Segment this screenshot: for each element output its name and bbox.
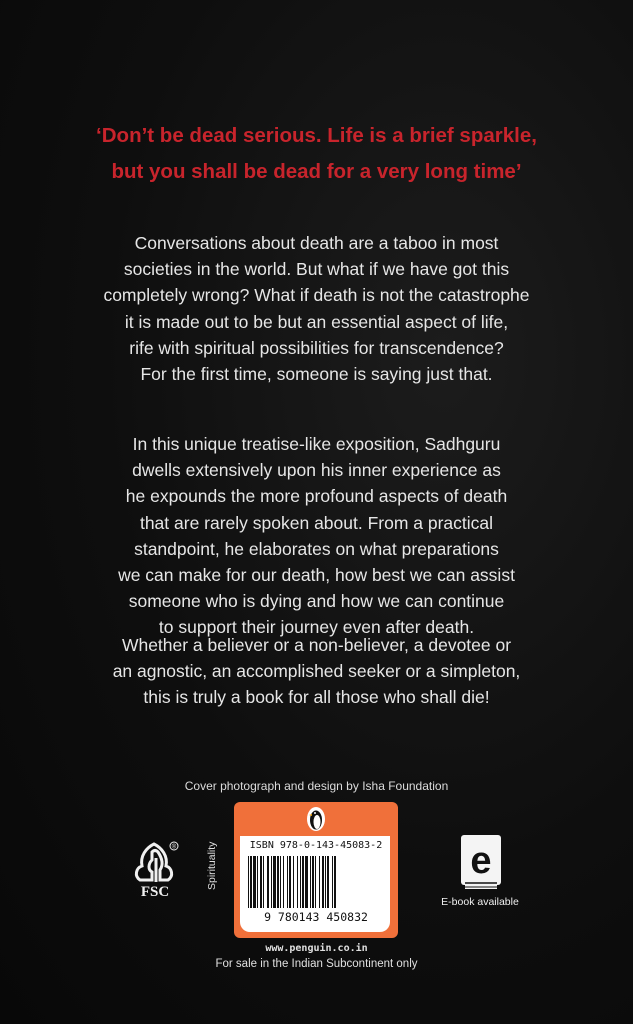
barcode-bar xyxy=(267,856,269,908)
sale-note: For sale in the Indian Subcontinent only xyxy=(215,958,418,970)
barcode-bar xyxy=(310,856,311,908)
text-line: an agnostic, an accomplished seeker or a simpleton, xyxy=(112,661,521,682)
text-line: dwells extensively upon his inner experience as xyxy=(132,460,501,481)
barcode-bar xyxy=(315,856,316,908)
barcode-bar xyxy=(319,856,320,908)
barcode-bar xyxy=(271,856,272,908)
barcode-bar xyxy=(289,856,291,908)
barcode-label xyxy=(240,836,390,932)
barcode-bar xyxy=(250,856,252,908)
barcode-bar xyxy=(332,856,333,908)
cover-credit: Cover photograph and design by Isha Foundation xyxy=(184,779,449,793)
barcode-panel xyxy=(234,802,398,938)
barcode-bar xyxy=(322,856,324,908)
registered-mark: ® xyxy=(171,844,177,851)
isbn-text: ISBN 978-0-143-45083-2 xyxy=(249,840,383,851)
barcode-bar xyxy=(280,856,281,908)
barcode-bar xyxy=(325,856,326,908)
blurb-paragraph-1 xyxy=(0,230,633,387)
text-line: this is truly a book for all those who shall die! xyxy=(143,687,490,708)
pull-quote xyxy=(0,118,633,190)
barcode-bar xyxy=(260,856,262,908)
text-line: it is made out to be but an essential aspect of life, xyxy=(124,311,509,332)
fsc-label: FSC xyxy=(140,884,170,900)
text-line: In this unique treatise-like exposition, Sadhguru xyxy=(132,434,501,454)
barcode-bar xyxy=(253,856,256,908)
barcode-bar xyxy=(312,856,314,908)
barcode-bar xyxy=(297,856,298,908)
barcode-bar xyxy=(273,856,276,908)
barcode-bar xyxy=(283,856,284,908)
category-label: Spirituality xyxy=(206,841,218,890)
text-line: rife with spiritual possibilities for transcendence? xyxy=(129,337,504,358)
barcode-bar xyxy=(248,856,249,908)
text-line: we can make for our death, how best we can assist xyxy=(118,565,515,586)
barcode-bar xyxy=(334,856,336,908)
text-line: Conversations about death are a taboo in most xyxy=(134,233,499,253)
text-line: that are rarely spoken about. From a practical xyxy=(139,512,494,533)
barcode-bar xyxy=(263,856,264,908)
barcode-bar xyxy=(287,856,288,908)
text-line: Whether a believer or a non-believer, a devotee or xyxy=(121,635,512,655)
barcode-digits: 9 780143 450832 xyxy=(264,910,368,924)
text-line: someone who is dying and how we can continue xyxy=(128,591,505,612)
barcode-bar xyxy=(305,856,308,908)
barcode xyxy=(246,856,384,908)
barcode-bar xyxy=(300,856,301,908)
text-line: he expounds the more profound aspects of death xyxy=(125,486,508,507)
text-line: societies in the world. But what if we have got this xyxy=(123,259,510,280)
barcode-bar xyxy=(277,856,279,908)
quote-line-2: but you shall be dead for a very long time’ xyxy=(111,160,522,183)
ebook-letter: e xyxy=(470,840,492,882)
blurb-paragraph-3 xyxy=(0,632,633,711)
text-line: to support their journey even after death. xyxy=(158,617,475,638)
barcode-bar xyxy=(257,856,258,908)
quote-line-1: ‘Don’t be dead serious. Life is a brief sparkle, xyxy=(96,124,537,147)
penguin-logo-icon xyxy=(306,806,326,832)
barcode-bar xyxy=(293,856,294,908)
ebook-label: E-book available xyxy=(441,896,519,908)
text-line: standpoint, he elaborates on what preparations xyxy=(134,538,499,559)
blurb-paragraph-2 xyxy=(0,431,633,641)
text-line: completely wrong? What if death is not the catastrophe xyxy=(103,285,530,306)
ebook-icon xyxy=(459,833,503,893)
barcode-bar xyxy=(327,856,329,908)
text-line: For the first time, someone is saying just that. xyxy=(140,364,493,385)
publisher-url: www.penguin.co.in xyxy=(265,943,368,954)
barcode-bar xyxy=(302,856,304,908)
